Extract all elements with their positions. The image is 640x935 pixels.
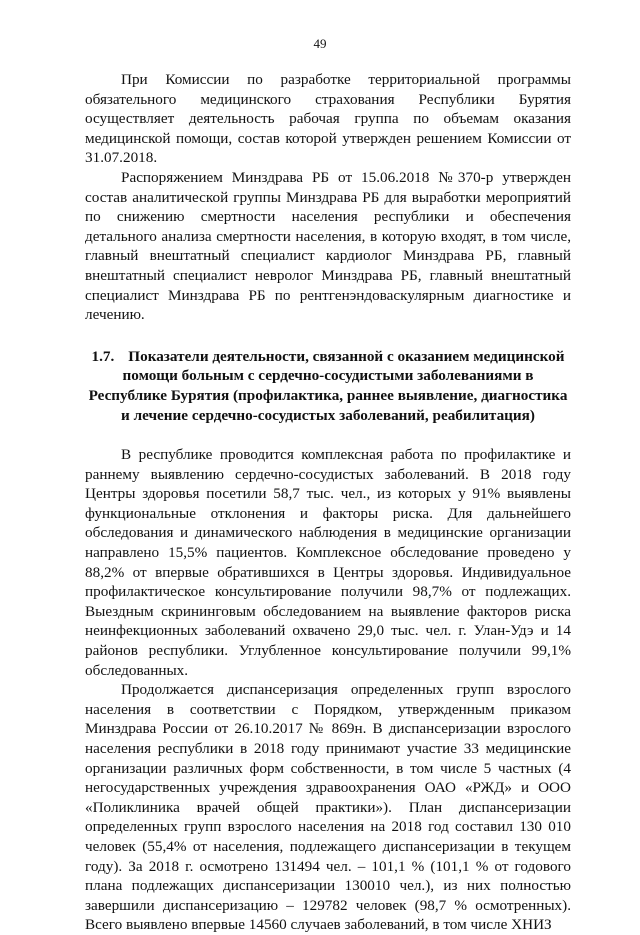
paragraph-dispensarization: Продолжается диспансеризация определенных групп взрослого населения в соответствии с Порядком, утвержденным приказом Минздрава России от 26.10.2017 № 869н. В диспансеризации взрослого населения республики в 2018 году принимают участие 33 медицинские организации различных форм собственности, в том числе 5 частных (4 негосударственных учреждения здравоохранения ОАО «РЖД» и ООО «Поликлиника врачей общей практики»). План диспансеризации определенных групп взрослого населения на 2018 год составил 130 010 человек (55,4% от населения, подлежащего диспансеризации в текущем году). За 2018 г. осмотрено 131494 чел. – 101,1 % (101,1 % от годового плана подлежащих диспансеризации 130010 чел.), из них полностью завершили диспансеризацию – 129782 человек (98,7 % осмотренных). Всего выявлено впервые 14560 случаев заболеваний, в том числе ХНИЗ — [85, 681, 571, 934]
section-heading — [85, 347, 571, 425]
document-body — [85, 70, 571, 935]
page-number: 49 — [313, 36, 327, 51]
paragraph-order: Распоряжением Минздрава РБ от 15.06.2018 №370-р утвержден состав аналитической группы Минздрава РБ для выработки мероприятий по снижению смертности населения республики и обеспечения детального анализа смертности населения, в которую входят, в том числе, главный внештатный специалист кардиолог Минздрава РБ, главный внештатный специалист невролог Минздрава РБ, главный внештатный специалист Минздрава РБ по рентгенэндоваскулярным диагностике и лечению. — [85, 168, 571, 324]
section-number: 1.7. — [91, 347, 115, 365]
section-title: Показатели деятельности, связанной с оказанием медицинской помощи больным с сердечно-сосудистыми заболеваниями в Республике Бурятия (профилактика, раннее выявление, диагностика и лечение сердечно-сосудистых заболеваний, реабилитация) — [88, 347, 568, 424]
paragraph-prevention: В республике проводится комплексная работа по профилактике и раннему выявлению сердечно-сосудистых заболеваний. В 2018 году Центры здоровья посетили 58,7 тыс. чел., из которых у 91% выявлены функциональные отклонения и факторы риска. Для дальнейшего обследования и динамического наблюдения в медицинские организации направлено 15,5% пациентов. Комплексное обследование проведено у 88,2% от впервые обратившихся в Центры здоровья. Индивидуальное профилактическое консультирование получили 98,7% от подлежащих. Выездным скрининговым обследованием на выявление факторов риска неинфекционных заболеваний охвачено 29,0 тыс. чел. г. Улан-Удэ и 14 районов республики. Углубленное консультирование получили 99,1% обследованных. — [85, 446, 571, 679]
paragraph-commission: При Комиссии по разработке территориальной программы обязательного медицинского страхования Республики Бурятия осуществляет деятельность рабочая группа по объемам оказания медицинской помощи, состав которой утвержден решением Комиссии от 31.07.2018. — [85, 71, 571, 167]
